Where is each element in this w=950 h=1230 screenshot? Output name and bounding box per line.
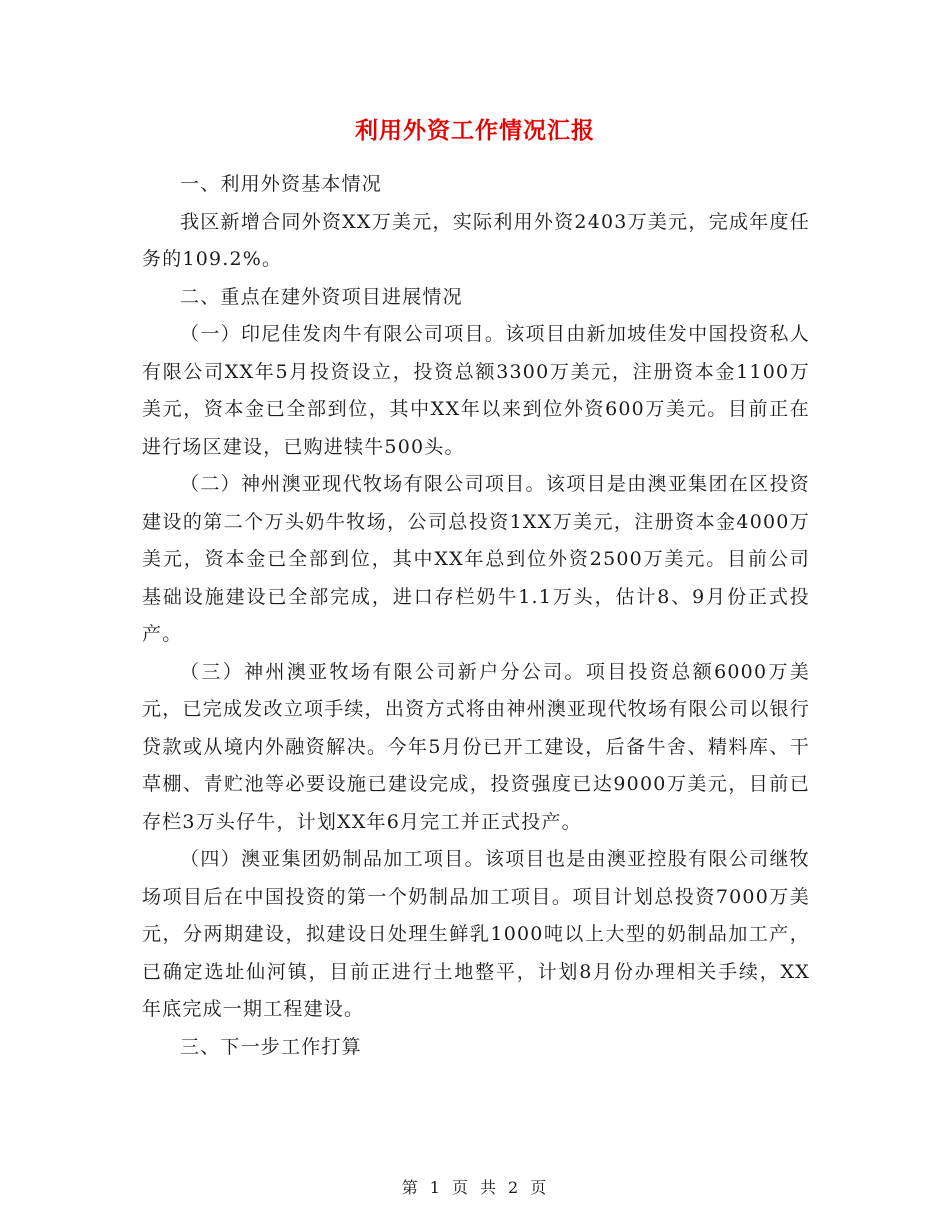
paragraph-project-2: （二）神州澳亚现代牧场有限公司项目。该项目是由澳亚集团在区投资建设的第二个万头奶牛牧场，公司总投资1XX万美元，注册资本金4000万美元，资本金已全部到位，其中XX年总到位外资2500万美元。目前公司基础设施建设已全部完成，进口存栏奶牛1.1万头，估计8、9月份正式投产。 — [142, 473, 810, 645]
section-heading-1: 一、利用外资基本情况 — [180, 173, 383, 195]
page-footer — [0, 1175, 950, 1198]
document-title: 利用外资工作情况汇报 — [355, 117, 595, 144]
section-heading-3: 三、下一步工作打算 — [180, 1035, 362, 1058]
paragraph-project-1: （一）印尼佳发肉牛有限公司项目。该项目由新加坡佳发中国投资私人有限公司XX年5月投资设立，投资总额3300万美元，注册资本金1100万美元，资本金已全部到位，其中XX年以来到位外资600万美元。目前正在进行场区建设，已购进犊牛500头。 — [142, 323, 810, 458]
section-heading-2: 二、重点在建外资项目进展情况 — [180, 285, 463, 308]
paragraph-project-3: （三）神州澳亚牧场有限公司新户分公司。项目投资总额6000万美元，已完成发改立项手续，出资方式将由神州澳亚现代牧场有限公司以银行贷款或从境内外融资解决。今年5月份已开工建设，后备牛舍、精料库、干草棚、青贮池等必要设施已建设完成，投资强度已达9000万美元，目前已存栏3万头仔牛，计划XX年6月完工并正式投产。 — [142, 660, 810, 833]
footer-total-label: 共 — [480, 1178, 499, 1197]
footer-suffix: 页 — [530, 1178, 549, 1197]
footer-current-page: 1 — [429, 1178, 442, 1197]
document-body — [142, 166, 810, 1066]
footer-page-label: 页 — [451, 1178, 470, 1197]
paragraph-project-4: （四）澳亚集团奶制品加工项目。该项目也是由澳亚控股有限公司继牧场项目后在中国投资的第一个奶制品加工项目。项目计划总投资7000万美元，分两期建设，拟建设日处理生鲜乳1000吨以上大型的奶制品加工产，已确定选址仙河镇，目前正进行土地整平，计划8月份办理相关手续，XX年底完成一期工程建设。 — [142, 848, 810, 1020]
footer-prefix: 第 — [401, 1178, 420, 1197]
paragraph-summary: 我区新增合同外资XX万美元，实际利用外资2403万美元，完成年度任务的109.2%。 — [142, 210, 810, 270]
footer-total-pages: 2 — [508, 1178, 521, 1197]
